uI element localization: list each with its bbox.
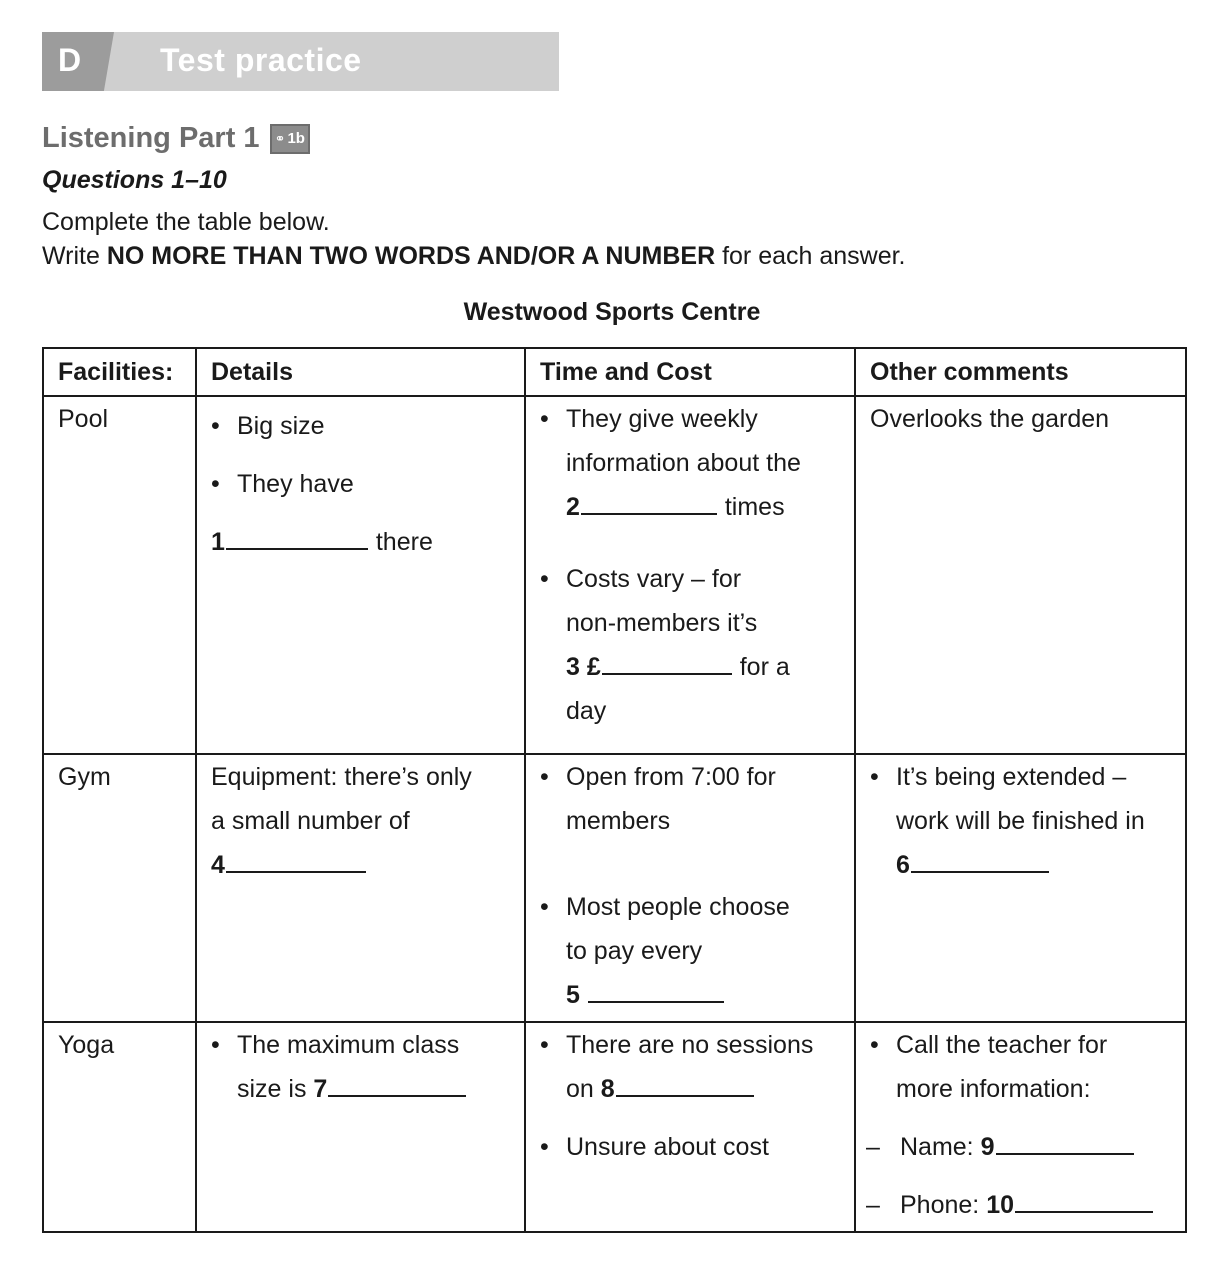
list-item [540,755,840,843]
answer-blank-7[interactable] [328,1071,466,1097]
detail-text: They give weekly [566,405,758,433]
list-item [540,885,840,1017]
question-number: 1 [211,528,225,556]
list-item [866,1125,1171,1169]
instruction-suffix: for each answer. [715,242,906,270]
bullet: • [870,763,879,791]
detail-text: members [566,807,671,835]
question-1 [211,513,510,571]
detail-text: It’s being extended – [896,763,1127,791]
list-item [540,557,840,733]
question-7 [237,1067,467,1111]
section-banner [42,32,559,91]
table-row-gym [43,754,1186,1022]
details-pool [196,396,525,754]
answer-blank-1[interactable] [226,524,368,550]
table-row-yoga [43,1022,1186,1232]
bullet: • [211,1031,220,1059]
question-3 [566,645,790,689]
table-row-pool [43,396,1186,754]
bullet: • [540,893,549,921]
list-item [866,1183,1171,1227]
question-number: 5 [566,981,580,1009]
detail-text: They have [237,470,354,498]
list-item [211,1023,510,1111]
headphones-icon: ⚭ [274,130,286,146]
time-cost-pool [525,396,855,754]
detail-text: Costs vary – for [566,565,742,593]
detail-text: times [724,493,785,521]
questions-label: Questions 1–10 [42,166,227,194]
detail-text: a small number of [211,807,410,835]
dash: – [866,1191,880,1219]
header-time-cost: Time and Cost [525,348,855,396]
question-5 [566,973,790,1017]
question-6 [896,843,1145,887]
question-9 [900,1125,1135,1169]
list-item [540,397,840,529]
facility-yoga: Yoga [43,1022,196,1232]
list-item [870,1023,1171,1111]
list-item [870,755,1171,887]
bullet: • [211,470,220,498]
time-cost-gym [525,754,855,1022]
comments-yoga [855,1022,1186,1232]
bullet: • [870,1031,879,1059]
answer-blank-8[interactable] [616,1071,754,1097]
details-yoga [196,1022,525,1232]
answer-blank-6[interactable] [911,847,1049,873]
list-item [211,397,510,455]
answer-blank-10[interactable] [1015,1187,1153,1213]
detail-text: There are no sessions [566,1031,814,1059]
comments-gym [855,754,1186,1022]
detail-text: for a [739,653,790,681]
instruction-line-1: Complete the table below. [42,208,330,236]
audio-track-label: 1b [287,130,305,147]
question-number: 9 [980,1133,995,1161]
detail-text: The maximum class [237,1031,460,1059]
bullet: • [540,565,549,593]
answer-blank-2[interactable] [581,489,717,515]
answer-blank-9[interactable] [996,1129,1134,1155]
detail-text: Name: [900,1133,981,1161]
question-number: 8 [600,1075,615,1103]
section-title: Test practice [160,42,362,78]
detail-text: Big size [237,412,325,440]
audio-track-badge[interactable] [270,124,310,154]
question-8 [566,1067,813,1111]
answer-blank-3[interactable] [602,649,732,675]
detail-text: more information: [896,1075,1091,1103]
instruction-line-2 [42,242,906,271]
list-item [540,1023,840,1111]
comments-pool: Overlooks the garden [855,396,1186,754]
detail-text: there [375,528,433,556]
bullet: • [211,412,220,440]
bullet: • [540,1133,549,1161]
instruction-prefix: Write [42,242,107,270]
answer-blank-4[interactable] [226,847,366,873]
detail-text: Open from 7:00 for [566,763,776,791]
detail-text: Call the teacher for [896,1031,1108,1059]
question-number: 7 [313,1075,328,1103]
question-number: 10 [986,1191,1014,1219]
header-facilities: Facilities: [43,348,196,396]
detail-text: day [566,697,607,725]
question-number: 6 [896,851,910,879]
detail-text: Most people choose [566,893,790,921]
bullet: • [540,1031,549,1059]
facility-pool: Pool [43,396,196,754]
detail-text: Equipment: there’s only [211,763,472,791]
header-comments: Other comments [855,348,1186,396]
detail-text: to pay every [566,937,703,965]
question-number: 4 [211,851,225,879]
question-4 [211,843,510,887]
bullet: • [540,405,549,433]
list-item [211,455,510,513]
detail-text: Phone: [900,1191,987,1219]
question-number: 3 £ [566,653,601,681]
question-2 [566,485,801,529]
header-row [43,348,1186,396]
part-title: Listening Part 1 [42,122,260,154]
detail-text: work will be finished in [896,807,1145,835]
part-heading [42,122,310,155]
time-cost-yoga [525,1022,855,1232]
detail-text: Unsure about cost [566,1133,769,1161]
header-details: Details [196,348,525,396]
bullet: • [540,763,549,791]
dash: – [866,1133,880,1161]
question-10 [900,1183,1154,1227]
details-gym [196,754,525,1022]
facility-gym: Gym [43,754,196,1022]
answer-blank-5[interactable] [588,977,724,1003]
table-title: Westwood Sports Centre [463,298,761,326]
instruction-emphasis: NO MORE THAN TWO WORDS AND/OR A NUMBER [106,242,716,270]
detail-text: on [566,1075,601,1103]
detail-text: information about the [566,449,801,477]
list-item [540,1125,840,1169]
question-number: 2 [566,493,580,521]
detail-text: non-members it’s [566,609,758,637]
sports-centre-table [42,347,1187,1233]
detail-text: size is [237,1075,314,1103]
section-letter: D [58,42,82,78]
